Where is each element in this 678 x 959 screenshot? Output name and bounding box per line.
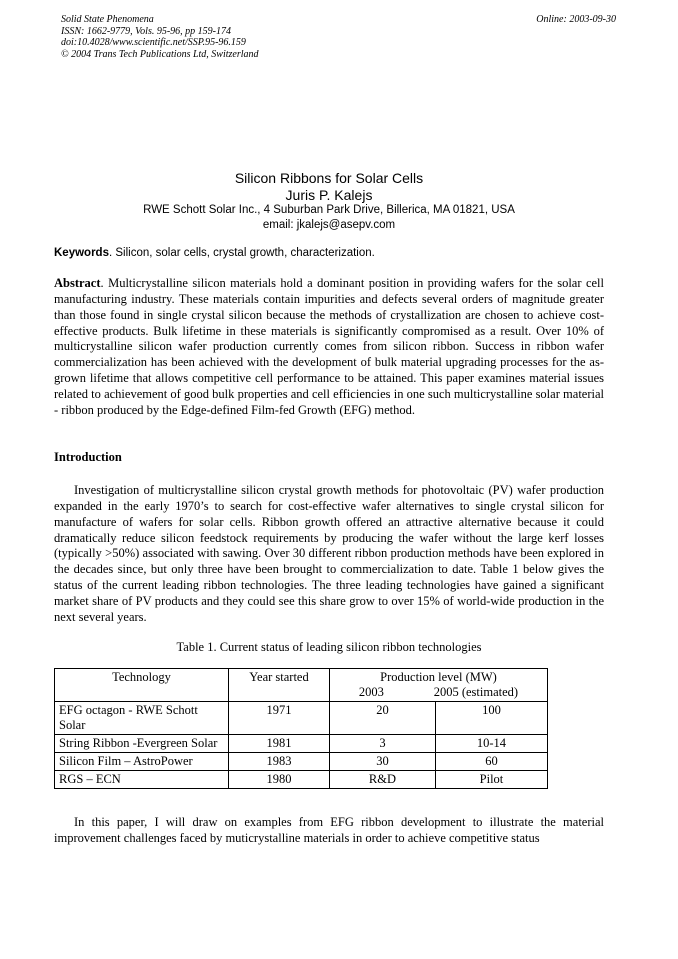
- section-heading-introduction: Introduction: [54, 450, 122, 464]
- header-production-level: [330, 669, 548, 702]
- cell-year: 1983: [229, 753, 330, 771]
- header-production-subheaders: [334, 685, 543, 700]
- author-affiliation: RWE Schott Solar Inc., 4 Suburban Park Drive, Billerica, MA 01821, USA: [143, 204, 515, 216]
- header-production-label: Production level (MW): [380, 670, 497, 684]
- cell-technology: String Ribbon -Evergreen Solar: [55, 735, 229, 753]
- title-block: [54, 170, 604, 233]
- cell-production-2003: 30: [330, 753, 436, 771]
- cell-production-2003: 3: [330, 735, 436, 753]
- author-name: Juris P. Kalejs: [285, 187, 373, 203]
- copyright-line: © 2004 Trans Tech Publications Ltd, Switzerland: [61, 48, 259, 60]
- online-date: Online: 2003-09-30: [536, 14, 616, 25]
- abstract-label: Abstract: [54, 276, 101, 290]
- header-year-started: Year started: [229, 669, 330, 702]
- header-technology: Technology: [55, 669, 229, 702]
- cell-production-2003: 20: [330, 702, 436, 735]
- journal-name: Solid State Phenomena: [61, 14, 154, 25]
- abstract-text: . Multicrystalline silicon materials hold a dominant position in providing wafers for the solar cell manufacturing industry. These materials contain impurities and defects several orders of magnitude greater than those found in single crystal silicon because the methods of crystallization are chosen to achieve cost-effective products. Bulk lifetime in these materials is significantly compromised as a result. Over 10% of multicrystalline silicon wafer production currently comes from silicon ribbon. Success in ribbon wafer commercialization has been achieved with the development of bulk material upgrading processes for the as-grown lifetime that allows competitive cell performance to be attained. This paper examines material issues related to achievement of good bulk properties and cell efficiencies in one such multicrystalline solar material - ribbon produced by the Edge-defined Film-fed Growth (EFG) method.: [54, 276, 604, 417]
- cell-production-2003: R&D: [330, 771, 436, 789]
- ribbon-technologies-table: [54, 668, 548, 789]
- table-row: [55, 753, 548, 771]
- cell-year: 1971: [229, 702, 330, 735]
- journal-header: [61, 14, 616, 60]
- introduction-paragraph: Investigation of multicrystalline silicon crystal growth methods for photovoltaic (PV) wafer production expanded in the early 1970’s to search for cost-effective wafer alternatives to single crystal silicon for manufacture of wafers for solar cells. Ribbon growth offered an attractive alternative because it could dramatically reduce silicon feedstock requirements by producing the wafer without the large kerf losses (typically >50%) associated with sawing. Over 30 different ribbon production methods have been explored in the decades since, but only three have been brought to commercialization to date. Table 1 below gives the status of the current leading ribbon technologies. The three leading technologies have gained a significant market share of PV products and they could see this share grow to over 15% of world-wide production in the next several years.: [54, 483, 604, 624]
- table-row: [55, 702, 548, 735]
- table-row: [55, 771, 548, 789]
- header-2003: 2003: [358, 685, 384, 699]
- cell-production-2005: 100: [435, 702, 547, 735]
- table-row: [55, 735, 548, 753]
- paper-title: Silicon Ribbons for Solar Cells: [234, 170, 424, 186]
- abstract: [54, 276, 604, 419]
- keywords: [54, 247, 604, 259]
- author-email: email: jkalejs@asepv.com: [262, 219, 396, 231]
- cell-year: 1981: [229, 735, 330, 753]
- cell-production-2005: Pilot: [435, 771, 547, 789]
- cell-technology: RGS – ECN: [55, 771, 229, 789]
- issn-line: ISSN: 1662-9779, Vols. 95-96, pp 159-174: [61, 25, 231, 37]
- closing-paragraph: In this paper, I will draw on examples from EFG ribbon development to illustrate the material improvement challenges faced by muticrystalline materials in order to achieve competitive status: [54, 815, 604, 845]
- cell-technology: EFG octagon - RWE Schott Solar: [55, 702, 229, 735]
- header-2005: 2005 (estimated): [433, 685, 519, 699]
- keywords-label: Keywords: [54, 247, 109, 259]
- cell-year: 1980: [229, 771, 330, 789]
- doi-line: doi:10.4028/www.scientific.net/SSP.95-96.159: [61, 37, 246, 48]
- cell-technology: Silicon Film – AstroPower: [55, 753, 229, 771]
- keywords-text: . Silicon, solar cells, crystal growth, characterization.: [108, 247, 375, 259]
- table-caption: Table 1. Current status of leading silicon ribbon technologies: [176, 640, 482, 654]
- table-header-row: [55, 669, 548, 702]
- cell-production-2005: 60: [435, 753, 547, 771]
- cell-production-2005: 10-14: [435, 735, 547, 753]
